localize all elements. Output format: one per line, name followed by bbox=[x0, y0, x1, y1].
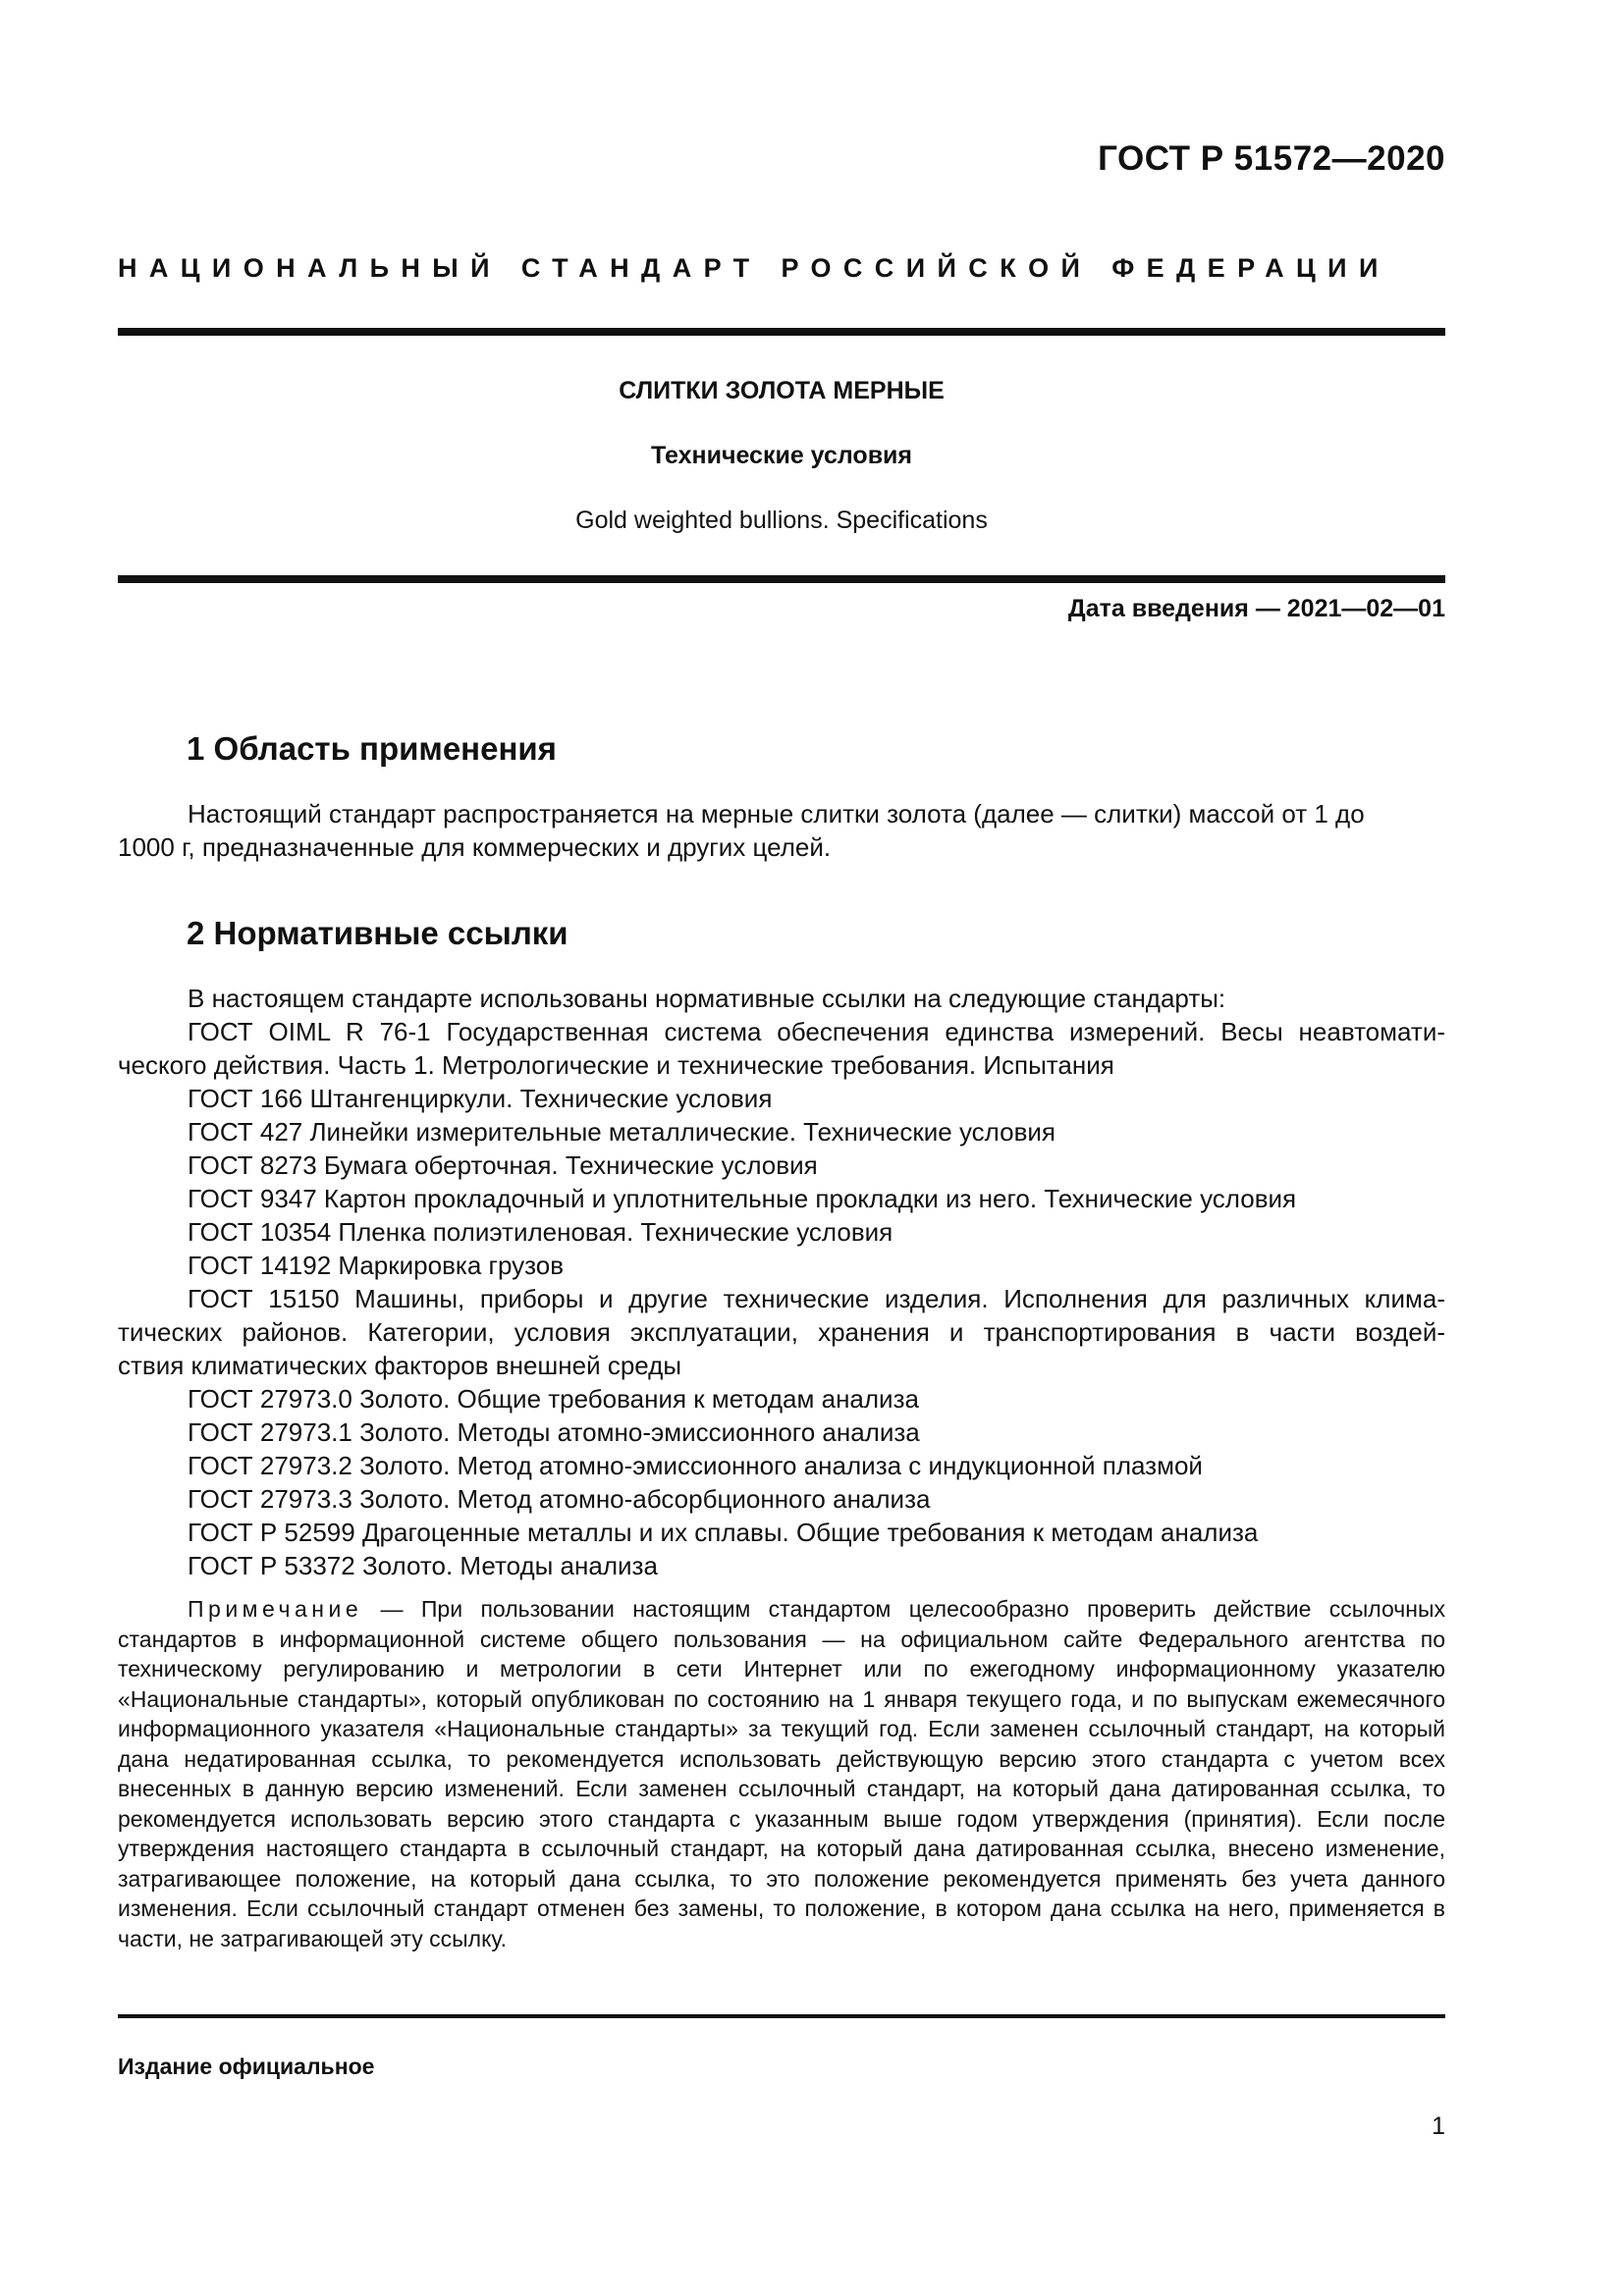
note-text: — При пользовании настоящим стандартом целесообразно проверить действие ссылочных стандартов в информационной системе общего пользования — на официальном сайте Федерального агентства по техническому регулированию и метрологии в сети Интернет или по ежегодному информационному указателю «Национальные стандарты», который опубликован по состоянию на 1 января текущего года, и по выпускам ежемесячного информационного указателя «Национальные стандарты» за текущий год. Если заменен ссылочный стандарт, на который дана недатированная ссылка, то рекомендуется использовать действующую версию этого стандарта с учетом всех внесенных в данную версию изменений. Если заменен ссылочный стандарт, на который дана датированная ссылка, то рекомендуется использовать версию этого стандарта с указанным выше годом утверждения (принятия). Если после утверждения настоящего стандарта в ссылочный стандарт, на который дана датированная ссылка, внесено изменение, затрагивающее положение, на который дана ссылка, то это положение рекомендуется применять без учета данного изменения. Если ссылочный стандарт отменен без замены, то положение, в котором дана ссылка на него, применяется в части, не затрагивающей эту ссылку. bbox=[118, 1596, 1445, 1951]
reference-item: ГОСТ 9347 Картон прокладочный и уплотнительные прокладки из него. Технические условия bbox=[188, 1184, 1297, 1213]
reference-item-cont: ствия климатических факторов внешней среды bbox=[118, 1351, 682, 1380]
reference-item: ГОСТ 27973.0 Золото. Общие требования к методам анализа bbox=[188, 1384, 919, 1414]
section-1-heading: 1 Область применения bbox=[187, 730, 557, 767]
reference-item: ГОСТ OIML R 76-1 Государственная система обеспечения единства измерений. Весы неавтомати- bbox=[188, 1017, 1445, 1046]
section-1-line: 1000 г, предназначенные для коммерческих и других целей. bbox=[118, 832, 832, 862]
note-block bbox=[118, 1594, 1445, 1953]
reference-item: ГОСТ 10354 Пленка полиэтиленовая. Технические условия bbox=[188, 1217, 893, 1247]
introduction-date: Дата введения — 2021—02—01 bbox=[1067, 595, 1445, 622]
page-number: 1 bbox=[1432, 2112, 1445, 2140]
references-intro: В настоящем стандарте использованы нормативные ссылки на следующие стандарты: bbox=[188, 984, 1226, 1013]
section-2-heading: 2 Нормативные ссылки bbox=[187, 915, 568, 951]
official-edition-label: Издание официальное bbox=[118, 2054, 375, 2079]
bottom-divider bbox=[118, 2014, 1445, 2018]
document-subtitle: Технические условия bbox=[650, 442, 913, 469]
title-divider bbox=[118, 575, 1445, 583]
reference-item: ГОСТ 27973.2 Золото. Метод атомно-эмиссионного анализа с индукционной плазмой bbox=[188, 1451, 1203, 1480]
reference-item: ГОСТ 14192 Маркировка грузов bbox=[188, 1251, 565, 1280]
top-divider bbox=[118, 328, 1445, 336]
reference-item: ГОСТ 27973.3 Золото. Метод атомно-абсорбционного анализа bbox=[188, 1484, 931, 1514]
reference-item-cont: ческого действия. Часть 1. Метрологические и технические требования. Испытания bbox=[118, 1050, 1114, 1080]
section-1-line: Настоящий стандарт распространяется на мерные слитки золота (далее — слитки) массой от 1 до bbox=[188, 799, 1365, 828]
document-title: СЛИТКИ ЗОЛОТА МЕРНЫЕ bbox=[619, 377, 945, 404]
reference-item: ГОСТ 427 Линейки измерительные металлические. Технические условия bbox=[188, 1117, 1056, 1147]
reference-item: ГОСТ Р 52599 Драгоценные металлы и их сплавы. Общие требования к методам анализа bbox=[188, 1518, 1259, 1547]
reference-item: ГОСТ 27973.1 Золото. Методы атомно-эмиссионного анализа bbox=[188, 1417, 920, 1447]
reference-item: ГОСТ 15150 Машины, приборы и другие технические изделия. Исполнения для различных клима- bbox=[188, 1284, 1445, 1313]
national-standard-heading: НАЦИОНАЛЬНЫЙ СТАНДАРТ РОССИЙСКОЙ ФЕДЕРАЦИИ bbox=[118, 253, 1390, 283]
reference-item-cont: тических районов. Категории, условия эксплуатации, хранения и транспортирования в части воздей- bbox=[118, 1317, 1445, 1347]
document-title-english: Gold weighted bullions. Specifications bbox=[575, 507, 988, 534]
reference-item: ГОСТ Р 53372 Золото. Методы анализа bbox=[188, 1551, 658, 1580]
note-paragraph bbox=[118, 1594, 1445, 1953]
section-1-text bbox=[118, 797, 1445, 864]
reference-item: ГОСТ 8273 Бумага оберточная. Технические условия bbox=[188, 1150, 818, 1180]
gost-number: ГОСТ Р 51572—2020 bbox=[1098, 139, 1445, 178]
reference-item: ГОСТ 166 Штангенциркули. Технические условия bbox=[188, 1084, 773, 1113]
note-label: Примечание bbox=[188, 1596, 363, 1622]
normative-references bbox=[118, 982, 1445, 1582]
